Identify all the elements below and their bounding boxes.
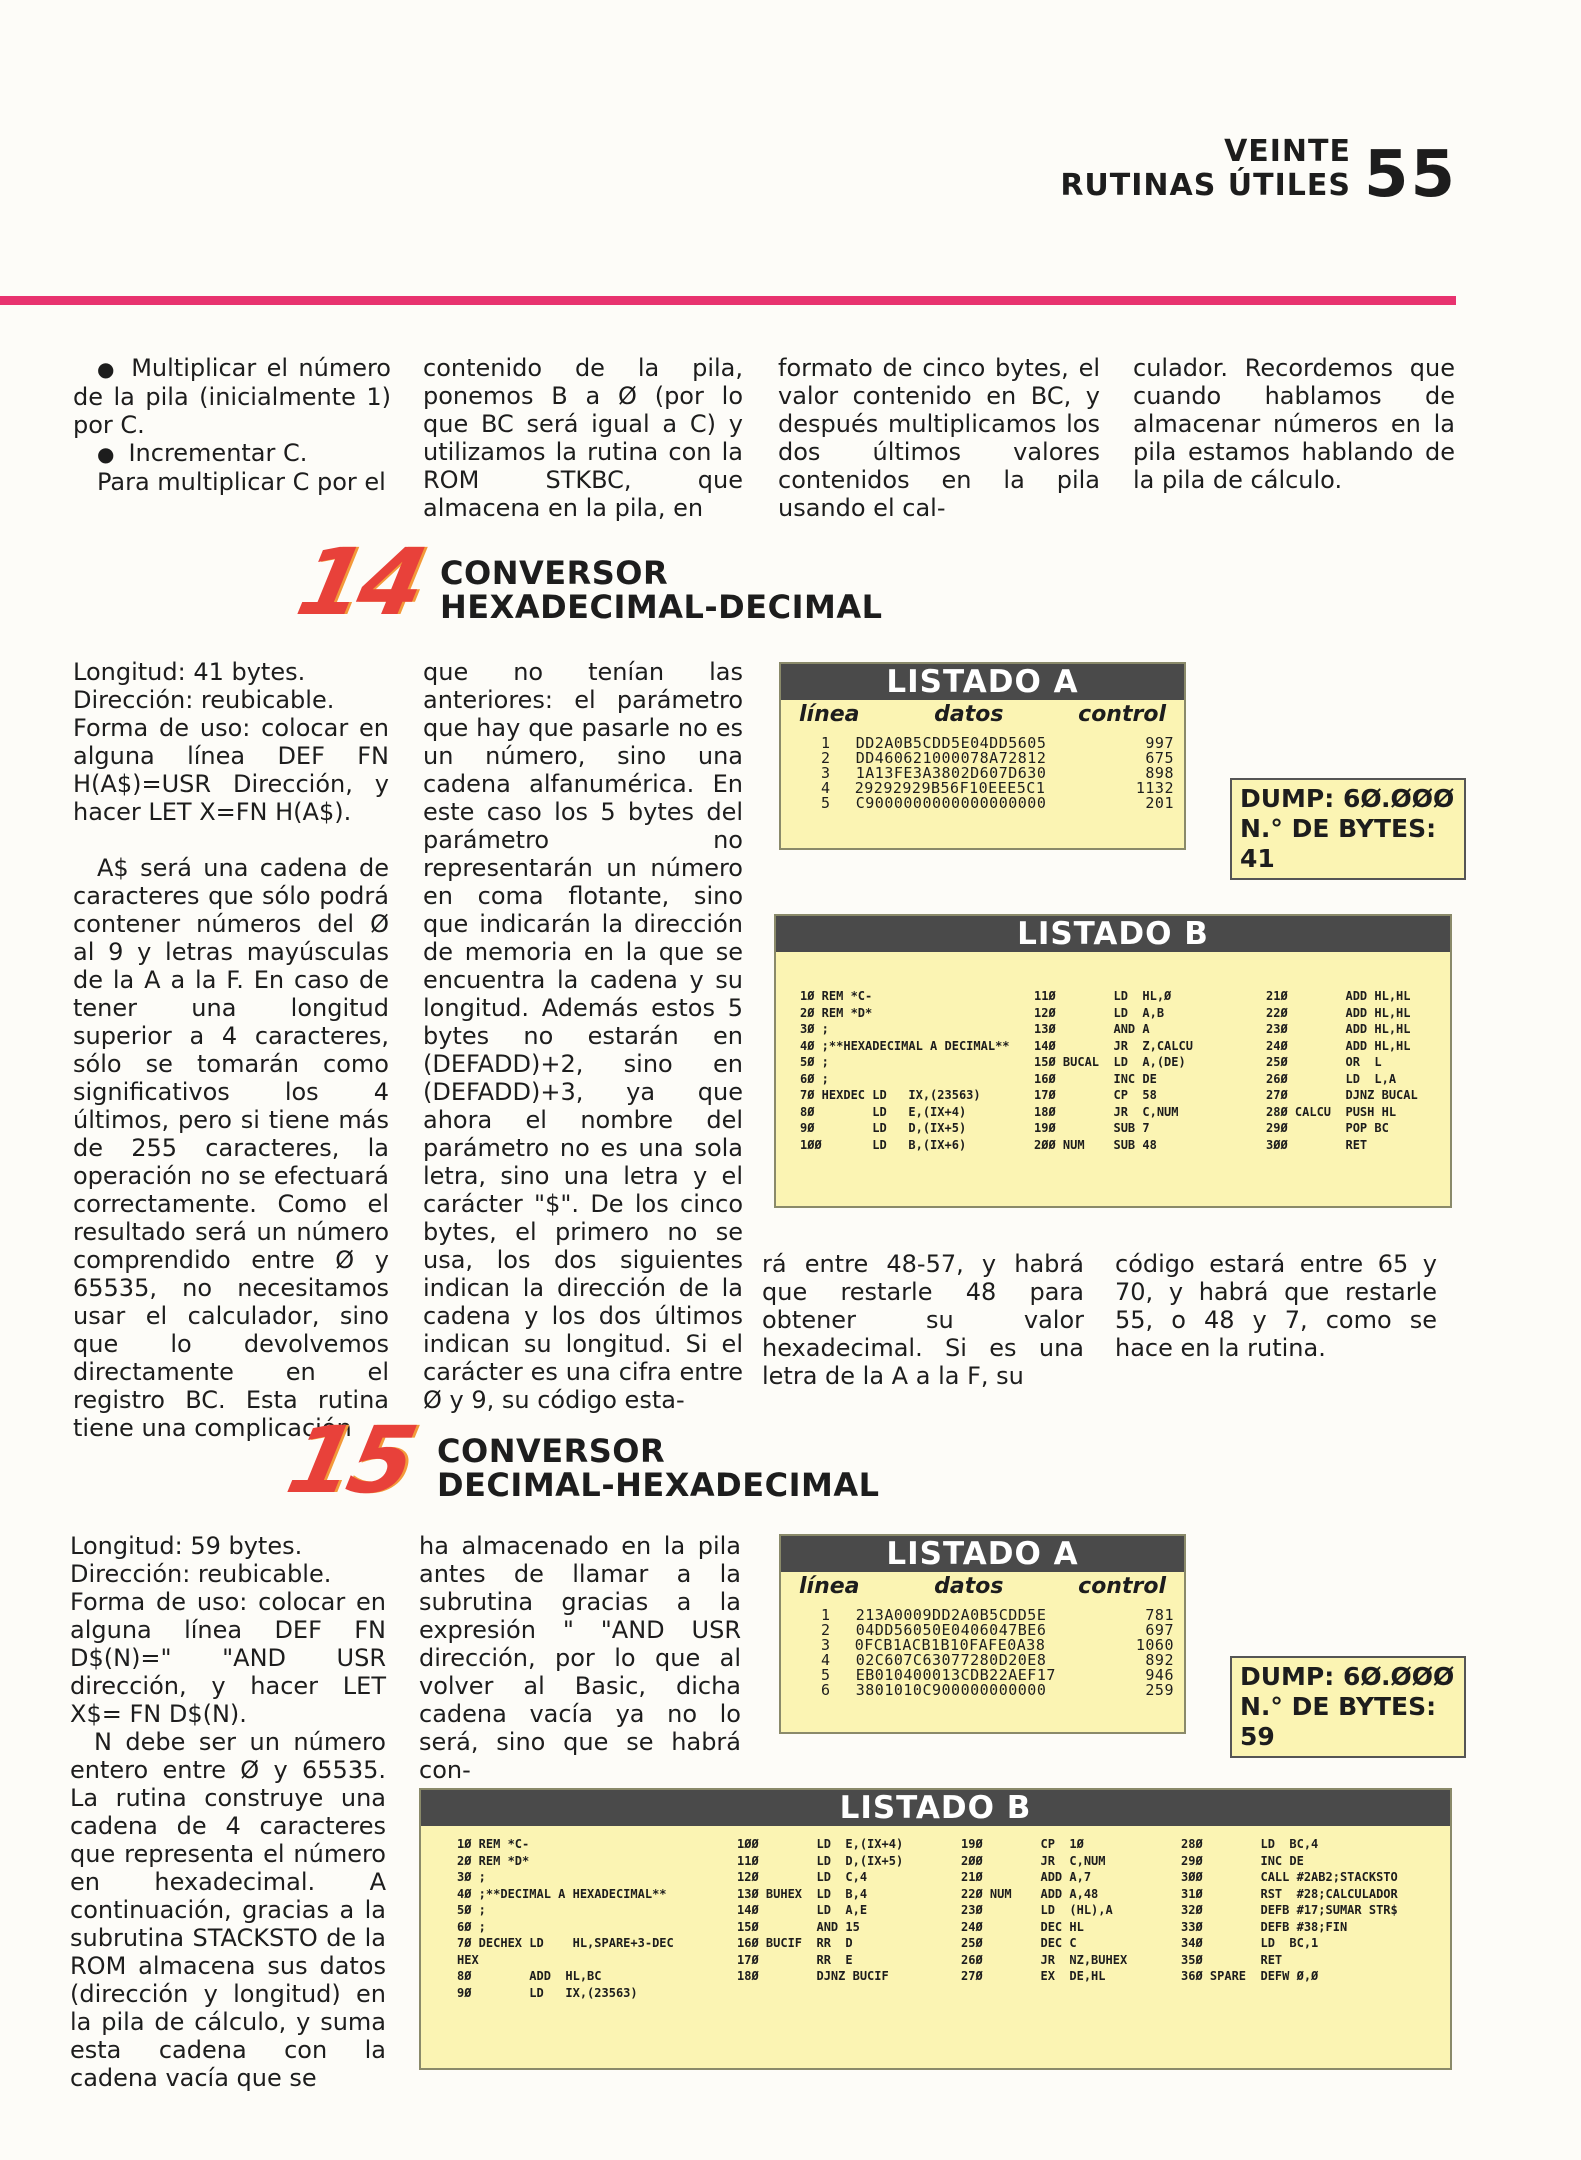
header-line1: VEINTE [1224,134,1351,169]
sec14-listado-a [779,662,1186,850]
sec15-asm-col2: 1ØØ LD E,(IX+4) 11Ø LD D,(IX+5) 12Ø LD C,4 13Ø BUHEX LD B,4 14Ø LD A,E 15Ø AND 15 16Ø BUCIF RR D 17Ø RR E 18Ø DJNZ BUCIF [737,1837,904,1983]
section-14-title-line2: HEXADECIMAL-DECIMAL [440,588,883,626]
sec15-dump-box [1230,1656,1466,1758]
sec15-direccion: Dirección: reubicable. [70,1560,332,1588]
sec14-asm-col3: 21Ø ADD HL,HL 22Ø ADD HL,HL 23Ø ADD HL,HL 24Ø ADD HL,HL 25Ø OR L 26Ø LD L,A 27Ø DJNZ BUCAL 28Ø CALCU PUSH HL 29Ø POP BC 3ØØ RET [1266,989,1418,1152]
col-header-datos: datos [934,1574,1004,1599]
section-15-title-line1: CONVERSOR [437,1432,666,1470]
sec14-col4: código estará entre 65 y 70, y habrá que restarle 55, o 48 y 7, como se hace en la rutina. [1115,1250,1437,1362]
sec14-forma-uso: Forma de uso: colocar en alguna línea DEF FN H(A$)=USR Dirección, y hacer LET X=FN H(A$). [73,714,389,826]
section-15-number: 15 [278,1407,422,1514]
sec14-listado-a-rows [781,730,1184,811]
header-rule [0,296,1456,305]
sec15-asm-col4: 28Ø LD BC,4 29Ø INC DE 3ØØ CALL #2AB2;STACKSTO 31Ø RST #28;CALCULADOR 32Ø DEFB #17;SUMAR STR$ 33Ø DEFB #38;FIN 34Ø LD BC,1 35Ø RET 36Ø SPARE DEFW Ø,Ø [1181,1837,1398,1983]
intro-bullet-2: ● Incrementar C. [73,439,391,468]
sec15-listado-a [779,1534,1186,1734]
section-14-number: 14 [288,529,432,636]
sec15-listado-b [419,1788,1452,2070]
sec15-listado-b-title: LISTADO B [421,1790,1450,1826]
sec14-dump-box [1230,778,1466,880]
sec15-listado-a-title: LISTADO A [781,1536,1184,1572]
sec15-forma-uso: Forma de uso: colocar en alguna línea DEF FN D$(N)=" "AND USR dirección, y hacer LET X$= FN D$(N). [70,1588,386,1728]
dump-bytes: N.° DE BYTES: 59 [1240,1692,1437,1751]
listado-row: 3 1A13FE3A3802D607D630 898 [821,764,1174,782]
sec15-col1 [70,1532,386,2092]
sec14-col2: que no tenían las anteriores: el parámetro que hay que pasarle no es un número, sino una cadena alfanumérica. En este caso los 5 bytes del parámetro no representarán un número en coma flotante, sino que indicarán la dirección de memoria en la que se encuentra la cadena y su longitud. Además estos 5 bytes no estarán en (DEFADD)+2, sino en (DEFADD)+3, ya que ahora el nombre del parámetro no es una sola letra, sino una letra y el carácter "$". De los cinco bytes, el primero no se usa, los dos siguientes indican la dirección de la cadena y los dos últimos indican su longitud. Si el carácter es una cifra entre Ø y 9, su código esta- [423,658,743,1414]
col-header-linea: línea [799,702,860,727]
sec15-asm-col3: 19Ø CP 1Ø 2ØØ JR C,NUM 21Ø ADD A,7 22Ø NUM ADD A,48 23Ø LD (HL),A 24Ø DEC HL 25Ø DEC C 26Ø JR NZ,BUHEX 27Ø EX DE,HL [961,1837,1128,1983]
sec15-asm-col1: 1Ø REM *C- 2Ø REM *D* 3Ø ; 4Ø ;**DECIMAL A HEXADECIMAL** 5Ø ; 6Ø ; 7Ø DECHEX LD HL,SPARE+3-DEC HEX 8Ø ADD HL,BC 9Ø LD IX,(23563) [457,1837,674,2000]
col-header-control: control [1078,1574,1166,1599]
sec14-description: A$ será una cadena de caracteres que sólo podrá contener números del Ø al 9 y letras mayúsculas de la A a la F. En caso de tener una longitud superior a 4 caracteres, sólo se tomarán como significativos los 4 últimos, pero si tiene más de 255 caracteres, la operación no se efectuará correctamente. Como el resultado será un número comprendido entre Ø y 65535, no necesitamos usar el calculador, sino que lo devolvemos directamente en el registro BC. Esta rutina tiene una complicación [73,854,389,1442]
sec15-description: N debe ser un número entero entre Ø y 65535. La rutina construye una cadena de 4 caracteres que representa el número en hexadecimal. A continuación, gracias a la subrutina STACKSTO de la ROM almacena sus datos (dirección y longitud) en la pila de cálculo, y suma esta cadena con la cadena vacía que se [70,1728,386,2092]
sec14-listado-a-title: LISTADO A [781,664,1184,700]
sec15-col2: ha almacenado en la pila antes de llamar a la subrutina gracias a la expresión " "AND USR dirección, por lo que al volver al Basic, dicha cadena vacía ya no lo será, sino que se habrá con- [419,1532,741,1784]
sec14-asm-col2: 11Ø LD HL,Ø 12Ø LD A,B 13Ø AND A 14Ø JR Z,CALCU 15Ø BUCAL LD A,(DE) 16Ø INC DE 17Ø CP 58 18Ø JR C,NUM 19Ø SUB 7 2ØØ NUM SUB 48 [1034,989,1193,1152]
listado-row: 6 3801010C900000000000 259 [821,1681,1174,1699]
listado-row: 5 EB010400013CDB22AEF17 946 [821,1666,1174,1684]
intro-para: Para multiplicar C por el [97,468,386,496]
intro-col2: contenido de la pila, ponemos B a Ø (por lo que BC será igual a C) y utilizamos la rutina con la ROM STKBC, que almacena en la pila, en [423,354,743,522]
section-14-title [440,556,882,624]
sec14-col3: rá entre 48-57, y habrá que restarle 48 para obtener su valor hexadecimal. Si es una letra de la A a la F, su [762,1250,1084,1390]
sec14-col1 [73,658,389,1442]
intro-col1 [73,354,391,496]
running-header [1060,135,1351,203]
sec14-asm-col1: 1Ø REM *C- 2Ø REM *D* 3Ø ; 4Ø ;**HEXADECIMAL A DECIMAL** 5Ø ; 6Ø ; 7Ø HEXDEC LD IX,(23563) 8Ø LD E,(IX+4) 9Ø LD D,(IX+5) 1ØØ LD B,(IX+6) [800,989,1010,1152]
col-header-datos: datos [934,702,1004,727]
page-number: 55 [1363,138,1457,212]
dump-bytes: N.° DE BYTES: 41 [1240,814,1437,873]
sec15-longitud: Longitud: 59 bytes. [70,1532,303,1560]
dump-address: DUMP: 6Ø.ØØØ [1240,1662,1455,1691]
intro-col3: formato de cinco bytes, el valor contenido en BC, y después multiplicamos los dos últimos valores contenidos en la pila usando el cal- [778,354,1100,522]
section-15-title [437,1434,879,1502]
intro-bullet-1: ● Multiplicar el número de la pila (inicialmente 1) por C. [73,354,391,439]
listado-row: 2 04DD56050E0406047BE6 697 [821,1621,1174,1639]
listado-row: 4 29292929B56F10EEE5C1 1132 [821,779,1174,797]
listado-row: 4 02C607C63077280D20E8 892 [821,1651,1174,1669]
sec14-listado-b [774,914,1452,1208]
sec15-listado-a-rows [781,1602,1184,1698]
col-header-control: control [1078,702,1166,727]
sec14-listado-a-headers [781,700,1184,730]
sec14-longitud: Longitud: 41 bytes. [73,658,306,686]
col-header-linea: línea [799,1574,860,1599]
listado-row: 3 0FCB1ACB1B10FAFE0A38 1060 [821,1636,1174,1654]
sec15-listado-a-headers [781,1572,1184,1602]
header-line2: RUTINAS ÚTILES [1060,168,1351,203]
listado-row: 5 C9000000000000000000 201 [821,794,1174,812]
listado-row: 1 213A0009DD2A0B5CDD5E 781 [821,1606,1174,1624]
sec14-direccion: Dirección: reubicable. [73,686,335,714]
intro-col4: culador. Recordemos que cuando hablamos de almacenar números en la pila estamos hablando de la pila de cálculo. [1133,354,1455,494]
section-15-title-line2: DECIMAL-HEXADECIMAL [437,1466,880,1504]
listado-row: 2 DD460621000078A72812 675 [821,749,1174,767]
sec14-listado-b-title: LISTADO B [776,916,1450,952]
dump-address: DUMP: 6Ø.ØØØ [1240,784,1455,813]
section-14-title-line1: CONVERSOR [440,554,669,592]
listado-row: 1 DD2A0B5CDD5E04DD5605 997 [821,734,1174,752]
